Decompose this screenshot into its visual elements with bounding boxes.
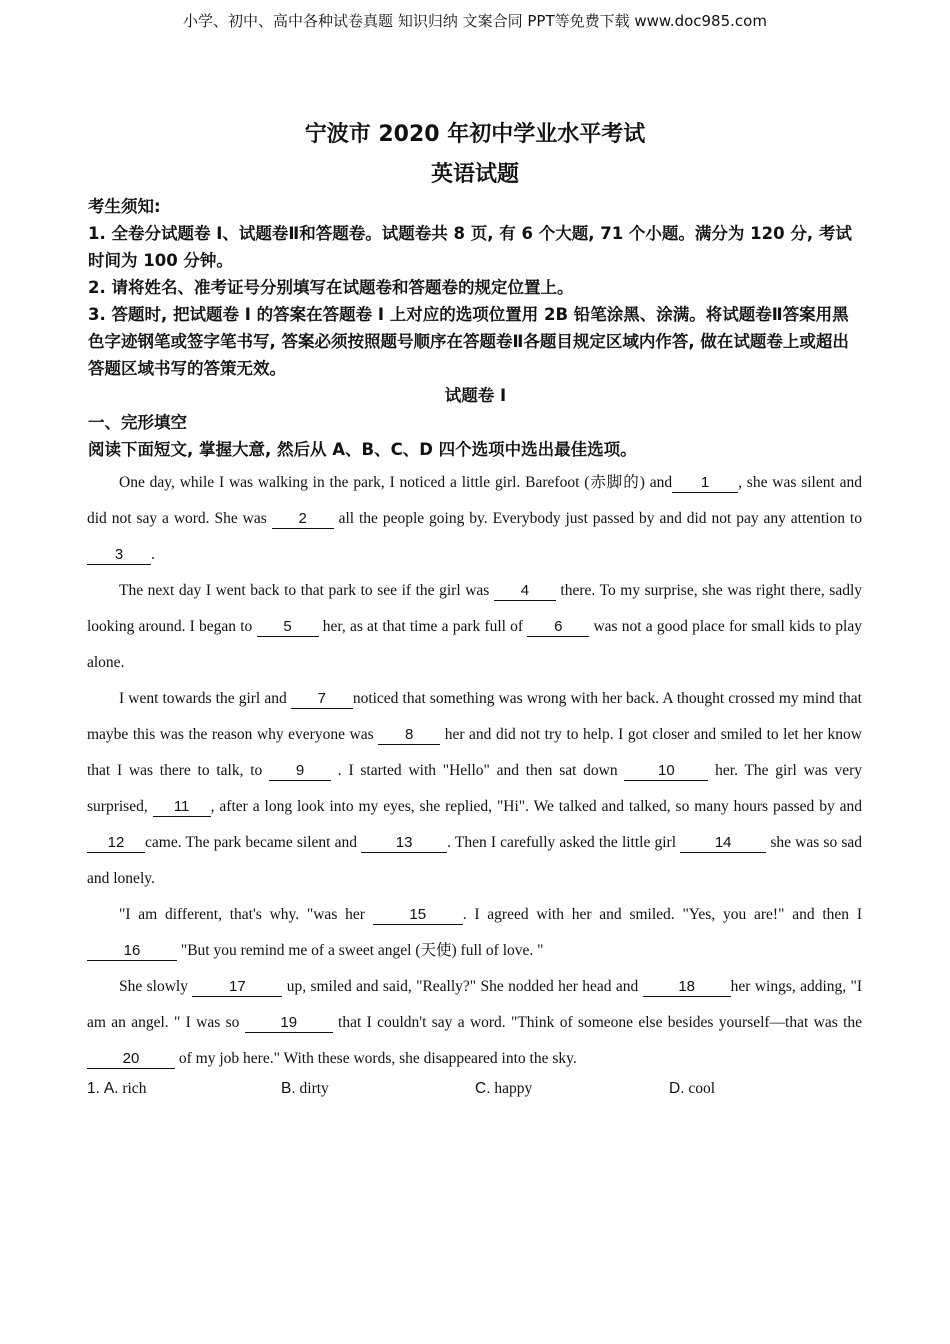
paragraph-1: One day, while I was walking in the park, I noticed a little girl. Barefoot (赤脚的) and 1 , she was silent and did not say a word. She was 2 all the people going by. Everybody just passed by and did not pay any attention to3 . [87,474,862,563]
blank-20: 20 [87,1050,175,1069]
note-3: 3. 答题时, 把试题卷 I 的答案在答题卷 I 上对应的选项位置用 2B 铅笔涂黑、涂满。将试题卷Ⅱ答案用黑色字迹钢笔或签字笔书写, 答案必须按照题号顺序在答题卷Ⅱ各题目规定区域内作答, 做在试题卷上或超出答题区域书写的答策无效。 [88,305,849,378]
option-label: D. [669,1080,685,1097]
blank-9: 9 [269,762,331,781]
option-text: rich [122,1080,147,1097]
paragraph-3: I went towards the girl and 7 noticed that something was wrong with her back. A thought crossed my mind that maybe this was the reason why everyone was 8 her and did not try to help. I got closer and smiled to let her know that I was there to talk, to 9 . I started with "Hello" and then sat down 10 her. The girl was very surprised, 11 , after a long look into my eyes, she replied, "Hi". We talked and talked, so many hours passed by and 12 came. The park became silent and 13 . Then I carefully asked the little girl 14 she was so sad and lonely. [87,690,863,887]
blank-1: 1 [672,474,738,493]
exam-notes [88,193,863,463]
option-text: dirty [299,1080,329,1097]
blank-12: 12 [87,834,145,853]
cloze-passage [87,465,862,1077]
blank-8: 8 [378,726,440,745]
option-text: cool [688,1080,716,1097]
option-text: happy [494,1080,533,1097]
blank-10: 10 [624,762,708,781]
site-banner: 小学、初中、高中各种试卷真题 知识归纳 文案合同 PPT等免费下载 www.doc985.com [183,12,767,30]
section-title: 一、完形填空 [88,413,187,432]
note-1: 1. 全卷分试题卷 I、试题卷Ⅱ和答题卷。试题卷共 8 页, 有 6 个大题, 71 个小题。满分为 120 分, 考试时间为 100 分钟。 [88,224,852,270]
blank-4: 4 [494,582,556,601]
blank-17: 17 [192,978,282,997]
note-2: 2. 请将姓名、准考证号分别填写在试题卷和答题卷的规定位置上。 [88,278,574,297]
question-number: 1. [87,1080,100,1097]
blank-14: 14 [680,834,766,853]
blank-11: 11 [153,798,211,817]
blank-5: 5 [257,618,319,637]
blank-16: 16 [87,942,177,961]
paragraph-5: She slowly 17 up, smiled and said, "Really?" She nodded her head and 18 her wings, adding, "I am an angel. " I was so 19 that I couldn't say a word. "Think of someone else besides yourself—that was the 20 of my job here." With these words, she disappeared into the sky. [87,978,863,1067]
option-label: C. [475,1080,491,1097]
exam-subtitle: 英语试题 [430,162,519,187]
blank-7: 7 [291,690,353,709]
blank-3: 3 [87,546,151,565]
option-a[interactable] [87,1080,146,1098]
option-b[interactable] [281,1080,329,1098]
option-label: A. [103,1080,119,1097]
section-instruction: 阅读下面短文, 掌握大意, 然后从 A、B、C、D 四个选项中选出最佳选项。 [88,440,637,459]
blank-6: 6 [527,618,589,637]
blank-15: 15 [373,906,463,925]
blank-18: 18 [643,978,731,997]
option-label: B. [281,1080,296,1097]
exam-title: 宁波市 2020 年初中学业水平考试 [304,122,646,147]
blank-2: 2 [272,510,334,529]
option-c[interactable] [475,1080,532,1098]
paragraph-4: "I am different, that's why. "was her 15 . I agreed with her and smiled. "Yes, you are!" and then I 16 "But you remind me of a sweet angel (天使) full of love. " [87,897,862,969]
option-d[interactable] [669,1080,715,1098]
paragraph-2: The next day I went back to that park to see if the girl was 4 there. To my surprise, she was right there, sadly looking around. I began to 5 her, as at that time a park full of 6 was not a good place for small kids to play alone. [87,582,863,671]
blank-13: 13 [361,834,447,853]
notes-heading: 考生须知: [88,197,161,216]
paper-label: 试题卷 I [444,386,507,405]
blank-19: 19 [245,1014,333,1033]
